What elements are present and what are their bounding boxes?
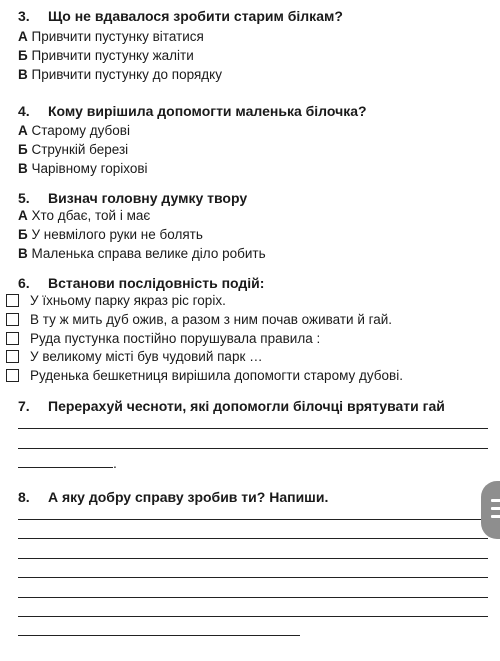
answer-line[interactable] <box>18 616 488 617</box>
question-7 <box>18 398 445 415</box>
option-a: А Хто дбає, той і має <box>18 208 151 223</box>
question-text: Кому вирішила допомогти маленька білочка? <box>48 103 367 119</box>
question-number: 3. <box>18 8 30 24</box>
answer-line[interactable] <box>18 558 488 559</box>
handle-bar-icon <box>491 507 500 510</box>
question-text: Що не вдавалося зробити старим білкам? <box>48 8 343 24</box>
answer-line[interactable] <box>18 519 488 520</box>
answer-line[interactable] <box>18 577 488 578</box>
option-a: А Старому дубові <box>18 123 130 138</box>
answer-line[interactable] <box>18 428 488 429</box>
option-b: Б Привчити пустунку жаліти <box>18 48 194 63</box>
checkbox[interactable] <box>6 332 19 345</box>
question-text: Встанови послідовність подій: <box>48 275 265 291</box>
answer-line[interactable] <box>18 538 488 539</box>
option-b: Б У невмілого руки не болять <box>18 227 203 242</box>
handle-bar-icon <box>491 515 500 518</box>
question-4 <box>18 103 367 120</box>
question-number: 5. <box>18 190 30 206</box>
question-text: А яку добру справу зробив ти? Напиши. <box>48 489 329 505</box>
question-number: 6. <box>18 275 30 291</box>
question-number: 7. <box>18 398 30 414</box>
sequence-item[interactable]: У великому місті був чудовий парк … <box>6 349 263 364</box>
sequence-item[interactable]: У їхньому парку якраз ріс горіх. <box>6 293 226 308</box>
question-6 <box>18 275 264 292</box>
answer-line[interactable] <box>18 448 488 449</box>
option-b: Б Стрункій березі <box>18 142 129 157</box>
checkbox[interactable] <box>6 313 19 326</box>
question-number: 4. <box>18 103 30 119</box>
question-5 <box>18 190 247 207</box>
sequence-item[interactable]: В ту ж мить дуб ожив, а разом з ним почав оживати й гай. <box>6 312 392 327</box>
answer-line[interactable] <box>18 635 300 636</box>
checkbox[interactable] <box>6 369 19 382</box>
sequence-item[interactable]: Руденька бешкетниця вирішила допомогти старому дубові. <box>6 368 403 383</box>
option-c: В Привчити пустунку до порядку <box>18 67 222 82</box>
question-text: Перерахуй чесноти, які допомогли білочці врятувати гай <box>48 398 445 414</box>
answer-line[interactable] <box>18 467 113 468</box>
option-c: В Маленька справа велике діло робить <box>18 246 266 261</box>
checkbox[interactable] <box>6 350 19 363</box>
question-8 <box>18 489 328 506</box>
sequence-item[interactable]: Руда пустунка постійно порушувала правила : <box>6 331 320 346</box>
end-mark: . <box>113 455 117 471</box>
option-c: В Чарівному горіхові <box>18 161 148 176</box>
checkbox[interactable] <box>6 294 19 307</box>
answer-line[interactable] <box>18 597 488 598</box>
handle-bar-icon <box>491 499 500 502</box>
option-a: А Привчити пустунку вітатися <box>18 29 204 44</box>
side-panel-handle[interactable] <box>481 481 500 539</box>
question-text: Визнач головну думку твору <box>48 190 248 206</box>
question-3 <box>18 8 343 25</box>
question-number: 8. <box>18 489 30 505</box>
